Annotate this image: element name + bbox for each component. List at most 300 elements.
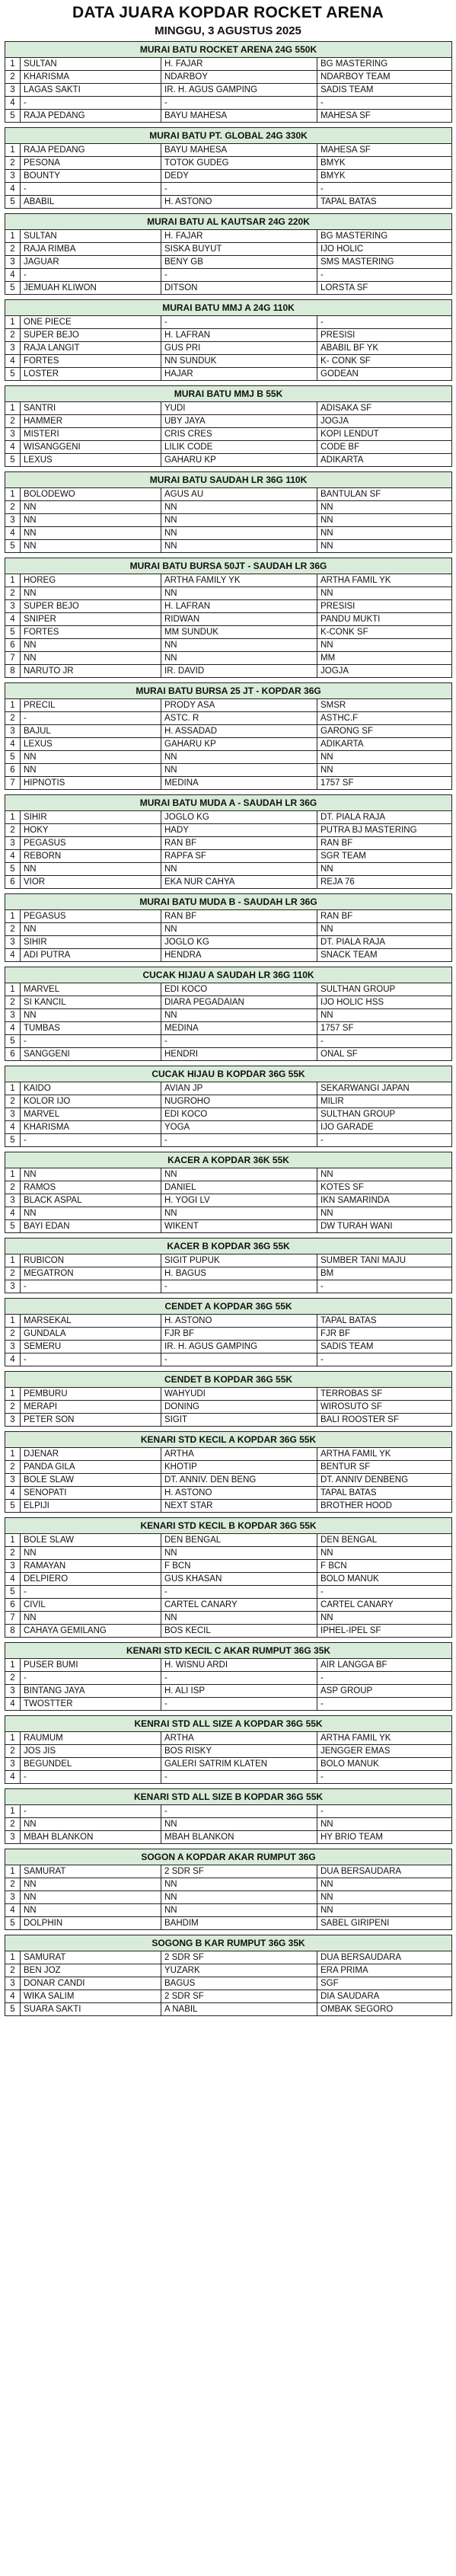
team-cell: - bbox=[317, 1805, 452, 1818]
owner-cell: NN bbox=[161, 1207, 317, 1220]
table-row bbox=[5, 699, 452, 712]
table-row bbox=[5, 1560, 452, 1573]
table-row bbox=[5, 428, 452, 441]
owner-cell: PRODY ASA bbox=[161, 699, 317, 712]
team-cell: - bbox=[317, 1698, 452, 1711]
table-row bbox=[5, 1771, 452, 1784]
rank-cell: 6 bbox=[5, 1048, 21, 1061]
result-table bbox=[5, 471, 452, 553]
bird-name-cell: MARSEKAL bbox=[21, 1315, 161, 1328]
team-cell: ARTHA FAMIL YK bbox=[317, 574, 452, 587]
bird-name-cell: - bbox=[21, 1771, 161, 1784]
owner-cell: ASTC. R bbox=[161, 712, 317, 725]
team-cell: 1757 SF bbox=[317, 1022, 452, 1035]
rank-cell: 2 bbox=[5, 1964, 21, 1977]
bird-name-cell: CAHAYA GEMILANG bbox=[21, 1625, 161, 1638]
rank-cell: 1 bbox=[5, 811, 21, 824]
table-row bbox=[5, 110, 452, 123]
table-row bbox=[5, 1035, 452, 1048]
rank-cell: 1 bbox=[5, 1951, 21, 1964]
table-row bbox=[5, 1048, 452, 1061]
bird-name-cell: - bbox=[21, 97, 161, 110]
bird-name-cell: PEMBURU bbox=[21, 1388, 161, 1401]
rank-cell: 3 bbox=[5, 1009, 21, 1022]
table-row bbox=[5, 587, 452, 600]
rank-cell: 2 bbox=[5, 587, 21, 600]
owner-cell: NN bbox=[161, 587, 317, 600]
owner-cell: NN bbox=[161, 1547, 317, 1560]
rank-cell: 4 bbox=[5, 1354, 21, 1366]
rank-cell: 2 bbox=[5, 1401, 21, 1414]
result-table bbox=[5, 1152, 452, 1233]
rank-cell: 5 bbox=[5, 626, 21, 639]
rank-cell: 2 bbox=[5, 1818, 21, 1831]
rank-cell: 1 bbox=[5, 1865, 21, 1878]
owner-cell: - bbox=[161, 1698, 317, 1711]
team-cell: TAPAL BATAS bbox=[317, 1315, 452, 1328]
class-header: MURAI BATU MUDA A - SAUDAH LR 36G bbox=[5, 795, 452, 811]
owner-cell: RAN BF bbox=[161, 910, 317, 923]
team-cell: ADIKARTA bbox=[317, 738, 452, 751]
class-header: MURAI BATU MMJ B 55K bbox=[5, 386, 452, 402]
rank-cell: 1 bbox=[5, 1732, 21, 1745]
rank-cell: 6 bbox=[5, 764, 21, 777]
owner-cell: BOS RISKY bbox=[161, 1745, 317, 1758]
team-cell: NN bbox=[317, 751, 452, 764]
team-cell: SGR TEAM bbox=[317, 850, 452, 863]
rank-cell: 7 bbox=[5, 652, 21, 665]
owner-cell: EKA NUR CAHYA bbox=[161, 876, 317, 889]
owner-cell: - bbox=[161, 1354, 317, 1366]
table-row bbox=[5, 501, 452, 514]
rank-cell: 1 bbox=[5, 1388, 21, 1401]
table-row bbox=[5, 355, 452, 368]
owner-cell: GAHARU KP bbox=[161, 738, 317, 751]
bird-name-cell: ABABIL bbox=[21, 196, 161, 209]
table-row bbox=[5, 1672, 452, 1685]
bird-name-cell: GUNDALA bbox=[21, 1328, 161, 1341]
event-date: MINGGU, 3 AGUSTUS 2025 bbox=[155, 24, 301, 37]
bird-name-cell: SIHIR bbox=[21, 811, 161, 824]
team-cell: NN bbox=[317, 923, 452, 936]
rank-cell: 2 bbox=[5, 329, 21, 342]
table-row bbox=[5, 639, 452, 652]
table-row bbox=[5, 1685, 452, 1698]
class-header: KENRAI STD ALL SIZE A KOPDAR 36G 55K bbox=[5, 1716, 452, 1732]
owner-cell: YOGA bbox=[161, 1121, 317, 1134]
bird-name-cell: KHARISMA bbox=[21, 1121, 161, 1134]
rank-cell: 1 bbox=[5, 1082, 21, 1095]
bird-name-cell: SAMURAT bbox=[21, 1951, 161, 1964]
rank-cell: 3 bbox=[5, 600, 21, 613]
owner-cell: BENY GB bbox=[161, 256, 317, 269]
result-table bbox=[5, 893, 452, 962]
table-row bbox=[5, 256, 452, 269]
table-row bbox=[5, 2003, 452, 2016]
table-row bbox=[5, 488, 452, 501]
table-row bbox=[5, 1414, 452, 1427]
table-row bbox=[5, 316, 452, 329]
team-cell: WIROSUTO SF bbox=[317, 1401, 452, 1414]
table-row bbox=[5, 949, 452, 962]
rank-cell: 5 bbox=[5, 863, 21, 876]
rank-cell: 5 bbox=[5, 1134, 21, 1147]
team-cell: DUA BERSAUDARA bbox=[317, 1865, 452, 1878]
team-cell: DUA BERSAUDARA bbox=[317, 1951, 452, 1964]
rank-cell: 4 bbox=[5, 1487, 21, 1500]
table-row bbox=[5, 1134, 452, 1147]
owner-cell: MEDINA bbox=[161, 1022, 317, 1035]
rank-cell: 2 bbox=[5, 996, 21, 1009]
bird-name-cell: BAYI EDAN bbox=[21, 1220, 161, 1233]
owner-cell: H. WISNU ARDI bbox=[161, 1659, 317, 1672]
team-cell: NN bbox=[317, 514, 452, 527]
table-row bbox=[5, 1168, 452, 1181]
bird-name-cell: - bbox=[21, 1035, 161, 1048]
rank-cell: 5 bbox=[5, 1220, 21, 1233]
bird-name-cell: NN bbox=[21, 514, 161, 527]
owner-cell: GAHARU KP bbox=[161, 454, 317, 467]
table-row bbox=[5, 1328, 452, 1341]
rank-cell: 3 bbox=[5, 514, 21, 527]
bird-name-cell: NN bbox=[21, 1547, 161, 1560]
rank-cell: 2 bbox=[5, 1328, 21, 1341]
owner-cell: BOS KECIL bbox=[161, 1625, 317, 1638]
bird-name-cell: NN bbox=[21, 1207, 161, 1220]
owner-cell: YUZARK bbox=[161, 1964, 317, 1977]
team-cell: RAN BF bbox=[317, 910, 452, 923]
class-header: CUCAK HIJAU B KOPDAR 36G 55K bbox=[5, 1066, 452, 1082]
class-header: CUCAK HIJAU A SAUDAH LR 36G 110K bbox=[5, 967, 452, 983]
rank-cell: 1 bbox=[5, 983, 21, 996]
bird-name-cell: SNIPER bbox=[21, 613, 161, 626]
owner-cell: HADY bbox=[161, 824, 317, 837]
team-cell: PRESISI bbox=[317, 329, 452, 342]
table-row bbox=[5, 1009, 452, 1022]
result-table bbox=[5, 127, 452, 209]
table-row bbox=[5, 441, 452, 454]
bird-name-cell: NN bbox=[21, 923, 161, 936]
bird-name-cell: PETER SON bbox=[21, 1414, 161, 1427]
bird-name-cell: MEGATRON bbox=[21, 1267, 161, 1280]
bird-name-cell: LAGAS SAKTI bbox=[21, 84, 161, 97]
bird-name-cell: PESONA bbox=[21, 157, 161, 170]
team-cell: NN bbox=[317, 501, 452, 514]
team-cell: SADIS TEAM bbox=[317, 84, 452, 97]
team-cell: SULTHAN GROUP bbox=[317, 1108, 452, 1121]
owner-cell: KHOTIP bbox=[161, 1461, 317, 1474]
rank-cell: 3 bbox=[5, 170, 21, 183]
rank-cell: 6 bbox=[5, 1599, 21, 1612]
team-cell: DT. PIALA RAJA bbox=[317, 811, 452, 824]
bird-name-cell: SULTAN bbox=[21, 58, 161, 71]
bird-name-cell: NN bbox=[21, 587, 161, 600]
table-row bbox=[5, 454, 452, 467]
class-header: KACER A KOPDAR 36K 55K bbox=[5, 1152, 452, 1168]
rank-cell: 4 bbox=[5, 355, 21, 368]
rank-cell: 5 bbox=[5, 368, 21, 381]
table-row bbox=[5, 1547, 452, 1560]
table-row bbox=[5, 837, 452, 850]
result-table bbox=[5, 558, 452, 678]
owner-cell: SISKA BUYUT bbox=[161, 243, 317, 256]
team-cell: CODE BF bbox=[317, 441, 452, 454]
team-cell: IKN SAMARINDA bbox=[317, 1194, 452, 1207]
class-header: KENARI STD KECIL A KOPDAR 36G 55K bbox=[5, 1432, 452, 1448]
team-cell: KOTES SF bbox=[317, 1181, 452, 1194]
owner-cell: NN bbox=[161, 501, 317, 514]
rank-cell: 3 bbox=[5, 1108, 21, 1121]
bird-name-cell: MERAPI bbox=[21, 1401, 161, 1414]
bird-name-cell: SEMERU bbox=[21, 1341, 161, 1354]
rank-cell: 2 bbox=[5, 1461, 21, 1474]
result-table bbox=[5, 1066, 452, 1147]
owner-cell: MM SUNDUK bbox=[161, 626, 317, 639]
bird-name-cell: - bbox=[21, 1354, 161, 1366]
bird-name-cell: SUPER BEJO bbox=[21, 329, 161, 342]
result-table bbox=[5, 1715, 452, 1784]
team-cell: KOPI LENDUT bbox=[317, 428, 452, 441]
rank-cell: 5 bbox=[5, 282, 21, 295]
team-cell: NN bbox=[317, 764, 452, 777]
table-row bbox=[5, 1341, 452, 1354]
rank-cell: 7 bbox=[5, 1612, 21, 1625]
bird-name-cell: DOLPHIN bbox=[21, 1917, 161, 1930]
bird-name-cell: RAJA RIMBA bbox=[21, 243, 161, 256]
bird-name-cell: HOREG bbox=[21, 574, 161, 587]
table-row bbox=[5, 1401, 452, 1414]
team-cell: SEKARWANGI JAPAN bbox=[317, 1082, 452, 1095]
rank-cell: 5 bbox=[5, 751, 21, 764]
team-cell: DIA SAUDARA bbox=[317, 1990, 452, 2003]
class-header: MURAI BATU BURSA 25 JT - KOPDAR 36G bbox=[5, 683, 452, 699]
bird-name-cell: - bbox=[21, 1134, 161, 1147]
team-cell: JOGJA bbox=[317, 665, 452, 678]
team-cell: TAPAL BATAS bbox=[317, 196, 452, 209]
bird-name-cell: JEMUAH KLIWON bbox=[21, 282, 161, 295]
rank-cell: 5 bbox=[5, 540, 21, 553]
rank-cell: 3 bbox=[5, 1194, 21, 1207]
bird-name-cell: BOLE SLAW bbox=[21, 1534, 161, 1547]
table-row bbox=[5, 712, 452, 725]
owner-cell: UBY JAYA bbox=[161, 415, 317, 428]
owner-cell: DEDY bbox=[161, 170, 317, 183]
rank-cell: 3 bbox=[5, 256, 21, 269]
rank-cell: 3 bbox=[5, 1414, 21, 1427]
table-row bbox=[5, 1315, 452, 1328]
result-table bbox=[5, 41, 452, 123]
bird-name-cell: LEXUS bbox=[21, 738, 161, 751]
team-cell: NN bbox=[317, 1612, 452, 1625]
owner-cell: F BCN bbox=[161, 1560, 317, 1573]
bird-name-cell: - bbox=[21, 712, 161, 725]
team-cell: F BCN bbox=[317, 1560, 452, 1573]
bird-name-cell: REBORN bbox=[21, 850, 161, 863]
rank-cell: 2 bbox=[5, 243, 21, 256]
team-cell: SUMBER TANI MAJU bbox=[317, 1254, 452, 1267]
bird-name-cell: SUPER BEJO bbox=[21, 600, 161, 613]
rank-cell: 3 bbox=[5, 725, 21, 738]
table-row bbox=[5, 402, 452, 415]
class-header: CENDET B KOPDAR 36G 55K bbox=[5, 1372, 452, 1388]
result-table bbox=[5, 385, 452, 467]
table-row bbox=[5, 243, 452, 256]
table-row bbox=[5, 1207, 452, 1220]
team-cell: IJO GARADE bbox=[317, 1121, 452, 1134]
bird-name-cell: BOLODEWO bbox=[21, 488, 161, 501]
table-row bbox=[5, 1082, 452, 1095]
rank-cell: 6 bbox=[5, 876, 21, 889]
team-cell: SNACK TEAM bbox=[317, 949, 452, 962]
table-row bbox=[5, 1267, 452, 1280]
rank-cell: 3 bbox=[5, 1280, 21, 1293]
rank-cell: 4 bbox=[5, 441, 21, 454]
owner-cell: - bbox=[161, 1134, 317, 1147]
rank-cell: 3 bbox=[5, 84, 21, 97]
bird-name-cell: TUMBAS bbox=[21, 1022, 161, 1035]
team-cell: TAPAL BATAS bbox=[317, 1487, 452, 1500]
table-row bbox=[5, 527, 452, 540]
owner-cell: CARTEL CANARY bbox=[161, 1599, 317, 1612]
rank-cell: 1 bbox=[5, 488, 21, 501]
bird-name-cell: PEGASUS bbox=[21, 910, 161, 923]
team-cell: NN bbox=[317, 1168, 452, 1181]
owner-cell: - bbox=[161, 1805, 317, 1818]
owner-cell: AVIAN JP bbox=[161, 1082, 317, 1095]
bird-name-cell: NN bbox=[21, 1904, 161, 1917]
results-page bbox=[5, 0, 451, 2016]
bird-name-cell: KOLOR IJO bbox=[21, 1095, 161, 1108]
rank-cell: 1 bbox=[5, 699, 21, 712]
table-row bbox=[5, 329, 452, 342]
class-header: MURAI BATU SAUDAH LR 36G 110K bbox=[5, 472, 452, 488]
table-row bbox=[5, 850, 452, 863]
rank-cell: 2 bbox=[5, 1267, 21, 1280]
table-row bbox=[5, 97, 452, 110]
team-cell: IJO HOLIC bbox=[317, 243, 452, 256]
rank-cell: 3 bbox=[5, 1831, 21, 1844]
bird-name-cell: HIPNOTIS bbox=[21, 777, 161, 790]
bird-name-cell: RAJA LANGIT bbox=[21, 342, 161, 355]
team-cell: BOLO MANUK bbox=[317, 1758, 452, 1771]
owner-cell: WAHYUDI bbox=[161, 1388, 317, 1401]
rank-cell: 4 bbox=[5, 1573, 21, 1586]
team-cell: CARTEL CANARY bbox=[317, 1599, 452, 1612]
rank-cell: 1 bbox=[5, 910, 21, 923]
table-row bbox=[5, 725, 452, 738]
team-cell: ABABIL BF YK bbox=[317, 342, 452, 355]
bird-name-cell: NN bbox=[21, 1891, 161, 1904]
rank-cell: 1 bbox=[5, 58, 21, 71]
table-row bbox=[5, 1612, 452, 1625]
rank-cell: 2 bbox=[5, 1745, 21, 1758]
team-cell: NN bbox=[317, 1547, 452, 1560]
team-cell: NN bbox=[317, 1878, 452, 1891]
bird-name-cell: JOS JIS bbox=[21, 1745, 161, 1758]
table-row bbox=[5, 738, 452, 751]
bird-name-cell: NN bbox=[21, 1878, 161, 1891]
team-cell: LORSTA SF bbox=[317, 282, 452, 295]
owner-cell: H. ASTONO bbox=[161, 1315, 317, 1328]
owner-cell: NDARBOY bbox=[161, 71, 317, 84]
result-table bbox=[5, 299, 452, 381]
owner-cell: EDI KOCO bbox=[161, 983, 317, 996]
team-cell: GARONG SF bbox=[317, 725, 452, 738]
team-cell: BANTULAN SF bbox=[317, 488, 452, 501]
bird-name-cell: WISANGGENI bbox=[21, 441, 161, 454]
result-table bbox=[5, 1849, 452, 1930]
table-row bbox=[5, 1461, 452, 1474]
owner-cell: ARTHA bbox=[161, 1732, 317, 1745]
class-header: KENARI STD ALL SIZE B KOPDAR 36G 55K bbox=[5, 1789, 452, 1805]
rank-cell: 5 bbox=[5, 454, 21, 467]
team-cell: NN bbox=[317, 1818, 452, 1831]
team-cell: ERA PRIMA bbox=[317, 1964, 452, 1977]
bird-name-cell: BAJUL bbox=[21, 725, 161, 738]
owner-cell: NN bbox=[161, 652, 317, 665]
table-row bbox=[5, 1805, 452, 1818]
team-cell: SGF bbox=[317, 1977, 452, 1990]
rank-cell: 3 bbox=[5, 1977, 21, 1990]
bird-name-cell: SAMURAT bbox=[21, 1865, 161, 1878]
owner-cell: EDI KOCO bbox=[161, 1108, 317, 1121]
owner-cell: - bbox=[161, 1280, 317, 1293]
table-row bbox=[5, 1254, 452, 1267]
bird-name-cell: LEXUS bbox=[21, 454, 161, 467]
owner-cell: H. ASTONO bbox=[161, 1487, 317, 1500]
rank-cell: 7 bbox=[5, 777, 21, 790]
team-cell: RAN BF bbox=[317, 837, 452, 850]
bird-name-cell: MARVEL bbox=[21, 983, 161, 996]
owner-cell: AGUS AU bbox=[161, 488, 317, 501]
table-row bbox=[5, 368, 452, 381]
owner-cell: H. ASSADAD bbox=[161, 725, 317, 738]
rank-cell: 3 bbox=[5, 1685, 21, 1698]
team-cell: ARTHA FAMIL YK bbox=[317, 1448, 452, 1461]
class-header: SOGON A KOPDAR AKAR RUMPUT 36G bbox=[5, 1849, 452, 1865]
table-row bbox=[5, 1474, 452, 1487]
rank-cell: 4 bbox=[5, 183, 21, 196]
table-row bbox=[5, 1818, 452, 1831]
rank-cell: 3 bbox=[5, 1474, 21, 1487]
table-row bbox=[5, 1865, 452, 1878]
rank-cell: 5 bbox=[5, 1500, 21, 1513]
table-row bbox=[5, 71, 452, 84]
team-cell: NN bbox=[317, 639, 452, 652]
team-cell: MAHESA SF bbox=[317, 144, 452, 157]
bird-name-cell: SENOPATI bbox=[21, 1487, 161, 1500]
owner-cell: - bbox=[161, 183, 317, 196]
owner-cell: A NABIL bbox=[161, 2003, 317, 2016]
owner-cell: IR. H. AGUS GAMPING bbox=[161, 84, 317, 97]
owner-cell: NN bbox=[161, 1168, 317, 1181]
team-cell: - bbox=[317, 1280, 452, 1293]
bird-name-cell: LOSTER bbox=[21, 368, 161, 381]
table-row bbox=[5, 1388, 452, 1401]
page-title: DATA JUARA KOPDAR ROCKET ARENA bbox=[72, 4, 384, 21]
team-cell: DEN BENGAL bbox=[317, 1534, 452, 1547]
bird-name-cell: BOUNTY bbox=[21, 170, 161, 183]
result-table bbox=[5, 1431, 452, 1513]
team-cell: ARTHA FAMIL YK bbox=[317, 1732, 452, 1745]
rank-cell: 5 bbox=[5, 110, 21, 123]
result-table bbox=[5, 1517, 452, 1638]
owner-cell: NN bbox=[161, 1904, 317, 1917]
owner-cell: DANIEL bbox=[161, 1181, 317, 1194]
bird-name-cell: BOLE SLAW bbox=[21, 1474, 161, 1487]
owner-cell: DEN BENGAL bbox=[161, 1534, 317, 1547]
rank-cell: 1 bbox=[5, 1448, 21, 1461]
